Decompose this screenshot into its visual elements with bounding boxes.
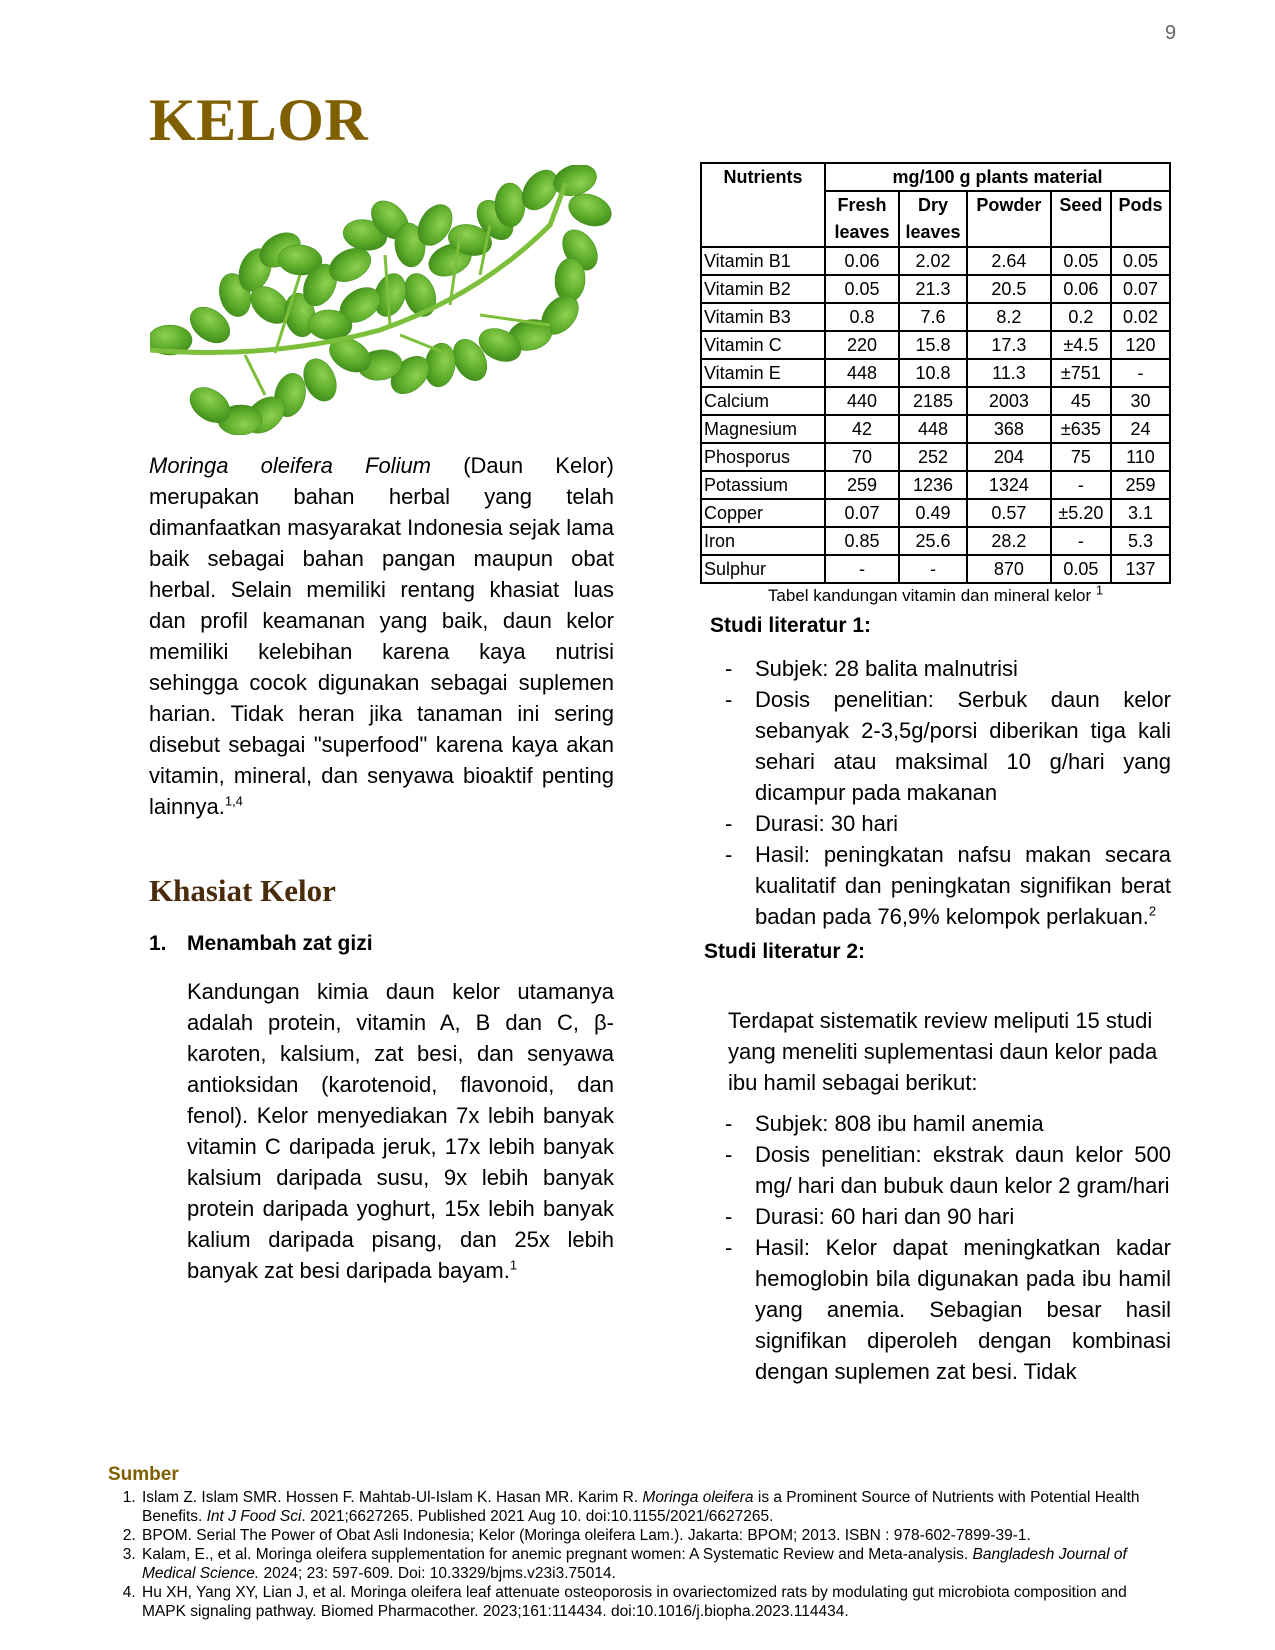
table-row [701, 303, 1170, 331]
reference-text: . 2021;6627265. Published 2021 Aug 10. doi:10.1155/2021/6627265. [301, 1508, 774, 1525]
nutrient-value: 0.85 [825, 527, 899, 555]
section-heading: Khasiat Kelor [149, 873, 336, 908]
nutrient-value: 368 [967, 415, 1051, 443]
nutrient-value: 75 [1051, 443, 1111, 471]
nutrient-value: 259 [1111, 471, 1170, 499]
nutrient-value: 70 [825, 443, 899, 471]
nutrient-value: 2.64 [967, 247, 1051, 275]
nutrient-value: 110 [1111, 443, 1170, 471]
nutrient-value: 42 [825, 415, 899, 443]
table-row [701, 387, 1170, 415]
nutrient-value: 0.49 [899, 499, 967, 527]
nutrient-name: Calcium [701, 387, 825, 415]
table-row [701, 275, 1170, 303]
nutrient-name: Potassium [701, 471, 825, 499]
reference-item [140, 1583, 1168, 1621]
nutrient-value: 448 [899, 415, 967, 443]
table-row [701, 527, 1170, 555]
study2-list [725, 1108, 1171, 1387]
nutrient-value: 45 [1051, 387, 1111, 415]
list-item [725, 653, 1171, 684]
nutrient-value: 1236 [899, 471, 967, 499]
nutrient-value: 5.3 [1111, 527, 1170, 555]
reference-item [140, 1526, 1168, 1545]
nutrient-value: 0.2 [1051, 303, 1111, 331]
nutrient-value: - [899, 555, 967, 583]
nutrient-value: 0.06 [1051, 275, 1111, 303]
nutrient-name: Copper [701, 499, 825, 527]
study2-heading: Studi literatur 2: [704, 940, 866, 963]
nutrient-value: 448 [825, 359, 899, 387]
benefit-title: Menambah zat gizi [187, 932, 373, 955]
benefit-number: 1. [149, 932, 167, 955]
nutrient-name: Magnesium [701, 415, 825, 443]
table-row [701, 359, 1170, 387]
nutrient-value: 0.57 [967, 499, 1051, 527]
bullet-dash: - [725, 1235, 733, 1260]
reference-list [108, 1488, 1168, 1621]
nutrient-name: Iron [701, 527, 825, 555]
latin-name: Moringa oleifera Folium [149, 453, 432, 478]
nutrient-value: 0.02 [1111, 303, 1170, 331]
nutrient-value: 11.3 [967, 359, 1051, 387]
table-row [701, 331, 1170, 359]
column-header: Pods [1111, 191, 1170, 247]
nutrient-value: 17.3 [967, 331, 1051, 359]
bullet-dash: - [725, 656, 733, 681]
nutrient-value: 0.05 [1051, 555, 1111, 583]
citation: 2 [1148, 903, 1157, 919]
sources-section [108, 1464, 1168, 1621]
study1-heading: Studi literatur 1: [710, 614, 872, 637]
reference-text: Islam Z. Islam SMR. Hossen F. Mahtab-Ul-Islam K. Hasan MR. Karim R. [142, 1489, 643, 1506]
nutrient-value: 30 [1111, 387, 1170, 415]
list-item-text: Durasi: 60 hari dan 90 hari [755, 1204, 1015, 1229]
nutrient-value: 120 [1111, 331, 1170, 359]
header-nutrients: Nutrients [701, 163, 825, 247]
column-header: Powder [967, 191, 1051, 247]
nutrient-value: 10.8 [899, 359, 967, 387]
reference-text: Moringa oleifera [642, 1489, 754, 1506]
bullet-dash: - [725, 811, 733, 836]
reference-text: is a Prominent Source of Nutrients with Potential Health Benefits. [142, 1489, 1140, 1525]
table-row [701, 443, 1170, 471]
nutrient-value: 15.8 [899, 331, 967, 359]
reference-text: Bangladesh Journal of Medical Science. [142, 1546, 1127, 1582]
nutrient-value: 252 [899, 443, 967, 471]
intro-text: (Daun Kelor) merupakan bahan herbal yang telah dimanfaatkan masyarakat Indonesia sejak lama baik sebagai bahan pangan maupun obat herbal. Selain memiliki rentang khasiat luas dan profil keamanan yang baik, daun kelor memiliki kelebihan karena kaya nutrisi sehingga cocok digunakan sebagai suplemen harian. Tidak heran jika tanaman ini sering disebut sebagai "superfood" karena kaya akan vitamin, mineral, dan senyawa bioaktif penting lainnya. [149, 453, 614, 819]
nutrient-name: Sulphur [701, 555, 825, 583]
list-item-text: Subjek: 28 balita malnutrisi [755, 656, 1018, 681]
benefit-citation: 1 [509, 1257, 518, 1273]
bullet-dash: - [725, 842, 733, 867]
nutrient-value: 0.05 [1051, 247, 1111, 275]
benefit-heading [149, 932, 373, 956]
list-item [725, 1139, 1171, 1201]
leaflets [150, 165, 616, 435]
moringa-leaf-image [150, 165, 620, 435]
list-item [725, 808, 1171, 839]
list-item [725, 684, 1171, 808]
nutrient-value: 220 [825, 331, 899, 359]
leaflet [495, 183, 526, 228]
nutrient-value: - [1051, 527, 1111, 555]
list-item [725, 839, 1171, 932]
nutrient-value: 2.02 [899, 247, 967, 275]
nutrient-value: 0.8 [825, 303, 899, 331]
reference-text: Int J Food Sci [206, 1508, 302, 1525]
study2-intro: Terdapat sistematik review meliputi 15 studi yang meneliti suplementasi daun kelor pada ibu hamil sebagai berikut: [728, 1008, 1158, 1095]
nutrient-name: Vitamin B2 [701, 275, 825, 303]
page-number: 9 [1165, 22, 1177, 44]
intro-paragraph [149, 450, 614, 822]
list-item-text: Dosis penelitian: Serbuk daun kelor sebanyak 2-3,5g/porsi diberikan tiga kali sehari atau maksimal 10 g/hari yang dicampur pada makanan [755, 687, 1171, 805]
bullet-dash: - [725, 1111, 733, 1136]
nutrient-value: 8.2 [967, 303, 1051, 331]
caption-text: Tabel kandungan vitamin dan mineral kelor [767, 586, 1096, 605]
nutrient-value: ±4.5 [1051, 331, 1111, 359]
nutrient-value: 1324 [967, 471, 1051, 499]
reference-text: Hu XH, Yang XY, Lian J, et al. Moringa oleifera leaf attenuate osteoporosis in ovariectomized rats by modulating gut microbiota composition and MAPK signaling pathway. Biomed Pharmacother. 2023;161:114434. doi:10.1016/j.biopha.2023.114434. [142, 1584, 1127, 1620]
bullet-dash: - [725, 1204, 733, 1229]
nutrient-name: Vitamin C [701, 331, 825, 359]
study1-list [725, 653, 1171, 932]
nutrient-value: 28.2 [967, 527, 1051, 555]
nutrient-name: Phosporus [701, 443, 825, 471]
list-item [725, 1201, 1171, 1232]
nutrient-value: ±751 [1051, 359, 1111, 387]
table-caption [700, 582, 1171, 606]
column-header: Seed [1051, 191, 1111, 247]
reference-text: 2024; 23: 597-609. Doi: 10.3329/bjms.v23i3.75014. [259, 1565, 616, 1582]
nutrient-value: 259 [825, 471, 899, 499]
nutrient-value: - [825, 555, 899, 583]
bullet-dash: - [725, 1142, 733, 1167]
list-item-text: Hasil: Kelor dapat meningkatkan kadar hemoglobin bila digunakan pada ibu hamil yang anemia. Sebagian besar hasil signifikan diperoleh dengan kombinasi dengan suplemen zat besi. Tidak [755, 1235, 1171, 1384]
benefit-body-text: Kandungan kimia daun kelor utamanya adalah protein, vitamin A, B dan C, β-karoten, kalsium, zat besi, dan senyawa antioksidan (karotenoid, flavonoid, dan fenol). Kelor menyediakan 7x lebih banyak vitamin C daripada jeruk, 17x lebih banyak kalsium daripada susu, 9x lebih banyak protein daripada yoghurt, 15x lebih banyak kalium daripada pisang, dan 25x lebih banyak zat besi daripada bayam. [187, 979, 614, 1283]
nutrient-value: 20.5 [967, 275, 1051, 303]
reference-item [140, 1488, 1168, 1526]
nutrient-value: 0.06 [825, 247, 899, 275]
list-item-text: Durasi: 30 hari [755, 811, 899, 836]
list-item [725, 1232, 1171, 1387]
nutrient-value: 0.05 [1111, 247, 1170, 275]
benefit-body [187, 976, 614, 1286]
sources-title: Sumber [108, 1464, 179, 1485]
table-row [701, 555, 1170, 583]
column-header: Fresh leaves [825, 191, 899, 247]
nutrient-name: Vitamin B1 [701, 247, 825, 275]
list-item-text: Dosis penelitian: ekstrak daun kelor 500 mg/ hari dan bubuk daun kelor 2 gram/hari [755, 1142, 1171, 1198]
nutrient-value: 21.3 [899, 275, 967, 303]
page-title: KELOR [149, 87, 369, 153]
nutrient-value: - [1111, 359, 1170, 387]
table-row [701, 415, 1170, 443]
reference-text: Kalam, E., et al. Moringa oleifera supplementation for anemic pregnant women: A Systematic Review and Meta-analysis. [142, 1546, 973, 1563]
reference-item [140, 1545, 1168, 1583]
nutrient-value: 440 [825, 387, 899, 415]
nutrient-value: 2185 [899, 387, 967, 415]
nutrient-value: 2003 [967, 387, 1051, 415]
list-item-text: Subjek: 808 ibu hamil anemia [755, 1111, 1044, 1136]
intro-citation: 1,4 [224, 793, 243, 809]
nutrient-value: 0.07 [1111, 275, 1170, 303]
table-row [701, 499, 1170, 527]
list-item [725, 1108, 1171, 1139]
nutrient-value: ±5.20 [1051, 499, 1111, 527]
nutrient-value: 25.6 [899, 527, 967, 555]
nutrient-value: 7.6 [899, 303, 967, 331]
nutrient-value: 24 [1111, 415, 1170, 443]
nutrient-value: ±635 [1051, 415, 1111, 443]
list-item-text: Hasil: peningkatan nafsu makan secara kualitatif dan peningkatan signifikan berat badan pada 76,9% kelompok perlakuan. [755, 842, 1171, 929]
nutrient-value: 204 [967, 443, 1051, 471]
nutrient-value: 3.1 [1111, 499, 1170, 527]
reference-text: BPOM. Serial The Power of Obat Asli Indonesia; Kelor (Moringa oleifera Lam.). Jakarta: BPOM; 2013. ISBN : 978-602-7899-39-1. [142, 1527, 1031, 1544]
nutrient-name: Vitamin B3 [701, 303, 825, 331]
caption-citation: 1 [1095, 582, 1104, 598]
table-row [701, 247, 1170, 275]
nutrient-name: Vitamin E [701, 359, 825, 387]
nutrient-value: 0.05 [825, 275, 899, 303]
nutrient-value: 137 [1111, 555, 1170, 583]
column-header: Dry leaves [899, 191, 967, 247]
header-group: mg/100 g plants material [825, 163, 1170, 191]
nutrient-value: - [1051, 471, 1111, 499]
nutrient-value: 870 [967, 555, 1051, 583]
table-row [701, 471, 1170, 499]
bullet-dash: - [725, 687, 733, 712]
nutrient-value: 0.07 [825, 499, 899, 527]
nutrient-table [700, 162, 1171, 584]
